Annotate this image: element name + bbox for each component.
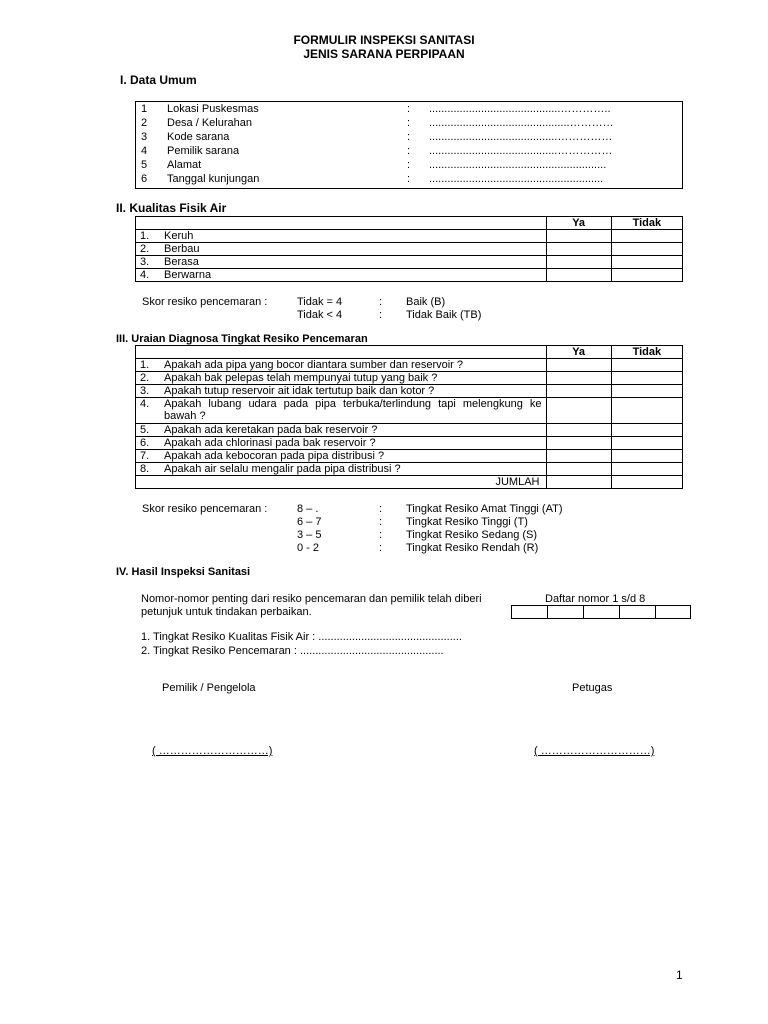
row-label-cell [136,424,547,437]
table-row [136,256,683,269]
score-label: Skor resiko pencemaran : [142,503,268,515]
score-result: Tingkat Resiko Amat Tinggi (AT) [406,503,563,515]
ya-cell[interactable] [546,230,611,243]
row-number: 2. [140,243,150,255]
row-label-cell [136,385,547,398]
tidak-cell[interactable] [611,256,682,269]
table-row [136,269,683,282]
row-number: 1 [141,103,148,115]
row-separator: : [407,145,411,157]
daftar-box[interactable] [656,606,691,619]
row-value[interactable]: .......................................................... [429,159,607,171]
row-label-cell [136,256,547,269]
form-title: FORMULIR INSPEKSI SANITASI [293,33,475,47]
tidak-cell[interactable] [611,424,682,437]
result-kualitas-fisik[interactable]: 1. Tingkat Resiko Kualitas Fisik Air : ............................................... [141,631,462,643]
row-label: Apakah air selalu mengalir pada pipa distribusi ? [164,463,401,475]
ya-cell[interactable] [546,424,611,437]
row-number: 3. [140,256,150,268]
tidak-cell[interactable] [611,243,682,256]
section-1-title: I. Data Umum [120,73,197,87]
score-separator: : [379,296,383,308]
section-4-title: IV. Hasil Inspeksi Sanitasi [116,566,251,578]
table-row [136,450,683,463]
row-number: 3. [140,385,150,397]
row-separator: : [407,131,411,143]
score-result: Tingkat Resiko Sedang (S) [406,529,538,541]
ya-cell[interactable] [546,463,611,476]
daftar-box[interactable] [548,606,584,619]
col-ya-header: Ya [546,346,611,359]
table-header-row [136,217,683,230]
row-label-cell [136,359,547,372]
score-separator: : [379,503,383,515]
diagnosa-table [135,345,683,489]
row-label: Apakah bak pelepas telah mempunyai tutup yang baik ? [164,372,438,384]
row-label-cell [136,450,547,463]
tidak-cell[interactable] [611,463,682,476]
col-tidak-header: Tidak [611,217,682,230]
table-row [136,385,683,398]
table-row [136,437,683,450]
row-number: 2 [141,117,148,129]
section-2-title: II. Kualitas Fisik Air [116,201,227,215]
ya-cell[interactable] [546,359,611,372]
score-result: Tingkat Resiko Tinggi (T) [406,516,528,528]
score-separator: : [379,542,383,554]
score-result: Tidak Baik (TB) [406,309,482,321]
ya-cell[interactable] [546,398,611,424]
daftar-box[interactable] [512,606,548,619]
daftar-nomor-row [512,606,691,619]
row-label-cell [136,269,547,282]
tidak-cell[interactable] [611,359,682,372]
row-number: 4. [140,269,150,281]
ya-cell[interactable] [546,269,611,282]
row-value[interactable]: ..........................................…………… [429,131,613,143]
header-empty-cell [136,346,547,359]
row-number: 4. [140,398,150,410]
row-label: Desa / Kelurahan [167,117,252,129]
ya-cell[interactable] [546,437,611,450]
score-separator: : [379,516,383,528]
note-line-2: petunjuk untuk tindakan perbaikan. [141,606,312,618]
row-label-cell [136,463,547,476]
sign-right-line[interactable]: ( …………………………) [534,745,655,757]
page-number: 1 [676,968,683,982]
row-label: Apakah ada chlorinasi pada bak reservoir ? [164,437,376,449]
table-row [136,398,683,424]
row-number: 8. [140,463,150,475]
score-condition: Tidak < 4 [297,309,343,321]
row-label: Tanggal kunjungan [167,173,260,185]
row-number: 6 [141,173,148,185]
daftar-nomor-boxes [511,605,691,619]
row-label: Apakah ada kebocoran pada pipa distribusi ? [164,450,385,462]
row-label: Berwarna [164,269,212,281]
data-umum-row [136,116,683,130]
daftar-box[interactable] [620,606,656,619]
row-number: 1. [140,359,150,371]
score-separator: : [379,309,383,321]
ya-cell[interactable] [546,372,611,385]
row-value[interactable]: ...........................................………….. [429,103,611,115]
score-range: 0 - 2 [297,542,320,554]
row-label-cell [136,243,547,256]
jumlah-label: JUMLAH [136,476,547,489]
tidak-cell[interactable] [611,398,682,424]
row-value[interactable]: ......................................................... [429,173,604,185]
row-number: 5 [141,159,148,171]
row-label: Pemilik sarana [167,145,240,157]
ya-cell[interactable] [546,450,611,463]
note-line-1: Nomor-nomor penting dari resiko pencemaran dan pemilik telah diberi [141,593,482,605]
tidak-cell[interactable] [611,437,682,450]
data-umum-row [136,102,683,117]
row-label: Apakah ada keretakan pada bak reservoir ? [164,424,378,436]
table-row [136,372,683,385]
jumlah-ya-cell[interactable] [546,476,611,489]
daftar-nomor-label: Daftar nomor 1 s/d 8 [545,593,646,605]
sign-right-label: Petugas [572,682,613,694]
data-umum-row [136,130,683,144]
row-number: 2. [140,372,150,384]
row-label: Alamat [167,159,202,171]
kualitas-fisik-table [135,216,683,282]
score-range: 8 – . [297,503,319,515]
tidak-cell[interactable] [611,450,682,463]
result-pencemaran[interactable]: 2. Tingkat Resiko Pencemaran : ............................................... [141,645,444,657]
row-label: Berbau [164,243,200,255]
row-number: 4 [141,145,148,157]
data-umum-row [136,158,683,172]
score-range: 6 – 7 [297,516,322,528]
row-label-cell [136,437,547,450]
row-separator: : [407,103,411,115]
row-label-cell [136,372,547,385]
col-ya-header: Ya [546,217,611,230]
table-row [136,230,683,243]
row-number: 5. [140,424,150,436]
row-value[interactable]: ..........................................…………… [429,145,613,157]
score-result: Baik (B) [406,296,446,308]
score-separator: : [379,529,383,541]
ya-cell[interactable] [546,243,611,256]
row-label: Apakah lubang udara pada pipa terbuka/terlindung tapi melengkung ke bawah ? [164,398,542,422]
daftar-box[interactable] [584,606,620,619]
tidak-cell[interactable] [611,372,682,385]
sign-left-line[interactable]: ( …………………………) [152,745,273,757]
ya-cell[interactable] [546,256,611,269]
table-row [136,424,683,437]
score-label: Skor resiko pencemaran : [142,296,268,308]
row-number: 1. [140,230,150,242]
jumlah-tidak-cell[interactable] [611,476,682,489]
row-label: Apakah tutup reservoir ait idak tertutup baik dan kotor ? [164,385,435,397]
row-label: Apakah ada pipa yang bocor diantara sumber dan reservoir ? [164,359,464,371]
row-label: Lokasi Puskesmas [167,103,259,115]
row-number: 7. [140,450,150,462]
row-number: 3 [141,131,148,143]
row-label-cell [136,230,547,243]
row-separator: : [407,117,411,129]
col-tidak-header: Tidak [611,346,682,359]
table-row [136,243,683,256]
table-header-row [136,346,683,359]
table-row [136,359,683,372]
data-umum-row [136,144,683,158]
score-result: Tingkat Resiko Rendah (R) [406,542,539,554]
data-umum-row [136,172,683,189]
row-label: Kode sarana [167,131,230,143]
score-range: 3 – 5 [297,529,322,541]
table-row [136,463,683,476]
row-value[interactable]: ..............................................………… [429,117,614,129]
form-subtitle: JENIS SARANA PERPIPAAN [303,47,465,61]
score-condition: Tidak = 4 [297,296,343,308]
tidak-cell[interactable] [611,230,682,243]
row-label-cell [136,398,547,424]
ya-cell[interactable] [546,385,611,398]
sign-left-label: Pemilik / Pengelola [162,682,256,694]
row-separator: : [407,173,411,185]
header-empty-cell [136,217,547,230]
row-number: 6. [140,437,150,449]
row-label: Keruh [164,230,194,242]
tidak-cell[interactable] [611,385,682,398]
row-label: Berasa [164,256,199,268]
row-separator: : [407,159,411,171]
section-3-title: III. Uraian Diagnosa Tingkat Resiko Pencemaran [116,333,368,345]
data-umum-table [135,101,683,189]
jumlah-row [136,476,683,489]
tidak-cell[interactable] [611,269,682,282]
